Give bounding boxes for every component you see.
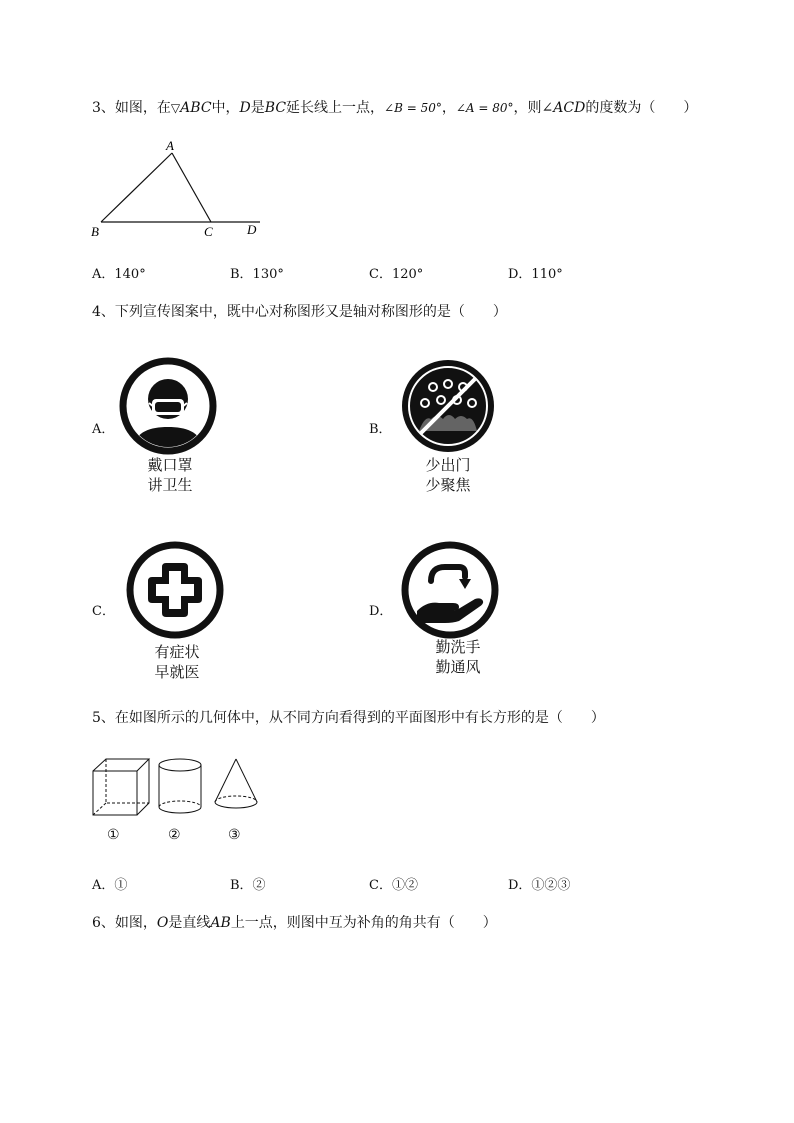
caption-line: 讲卫生 <box>147 476 193 494</box>
question-5-text: 5、在如图所示的几何体中，从不同方向看得到的平面图形中有长方形的是（ ） <box>92 710 605 726</box>
cylinder-shape <box>159 759 201 813</box>
q6-text-part: 6、如图， <box>92 915 157 931</box>
q3-text-part: ， <box>441 100 456 116</box>
solids-figure <box>90 755 265 820</box>
q4-option-a-caption <box>120 455 220 495</box>
q6-o: O <box>156 915 169 931</box>
caption-line: 少出门 <box>425 456 471 474</box>
label-b: B <box>91 224 99 239</box>
label-d: D <box>247 222 257 237</box>
q5-option-c[interactable]: C．①② <box>369 878 418 893</box>
q3-text-part: 如图，在 <box>114 100 171 116</box>
q3-text-part: 中， <box>211 100 240 116</box>
q4-option-d-label[interactable]: D． <box>369 604 393 619</box>
q5-option-b[interactable]: B．② <box>230 878 266 893</box>
medical-cross-icon[interactable] <box>126 541 224 639</box>
q4-option-b-label[interactable]: B． <box>369 422 392 437</box>
hand-wash-icon[interactable] <box>401 541 499 639</box>
question-6-text <box>92 914 497 932</box>
shape-label-1: ① <box>107 827 120 843</box>
mask-person-icon[interactable] <box>119 357 217 455</box>
label-a: A <box>166 138 174 153</box>
no-crowd-icon[interactable] <box>399 357 497 455</box>
caption-line: 少聚焦 <box>425 476 471 494</box>
q3-d: D <box>239 100 251 116</box>
q4-option-a-label[interactable]: A． <box>92 422 115 437</box>
q3-number: 3、 <box>92 100 115 116</box>
question-4-text: 4、下列宣传图案中，既中心对称图形又是轴对称图形的是（ ） <box>92 304 507 320</box>
q4-option-c-label[interactable]: C． <box>92 604 115 619</box>
q4-option-c-caption <box>127 642 227 682</box>
q5-option-d[interactable]: D．①②③ <box>508 878 571 893</box>
caption-line: 早就医 <box>154 663 200 681</box>
caption-line: 有症状 <box>154 643 200 661</box>
shape-label-2: ② <box>168 827 181 843</box>
shape-label-3: ③ <box>228 827 241 843</box>
q3-text-part: 是 <box>250 100 265 116</box>
caption-line: 勤通风 <box>435 658 481 676</box>
q3-text-part: 的度数为（ ） <box>585 100 698 116</box>
q3-abc: ABC <box>180 100 212 116</box>
q6-text-part: 上一点，则图中互为补角的角共有（ ） <box>230 915 497 931</box>
q3-angle-acd: ∠ACD <box>541 100 586 116</box>
caption-line: 戴口罩 <box>147 456 193 474</box>
triangle-figure <box>85 135 275 245</box>
q4-option-d-caption <box>408 637 508 677</box>
q3-text-part: ，则 <box>513 100 542 116</box>
label-c: C <box>204 224 213 239</box>
q3-option-d[interactable]: D．110° <box>508 267 563 282</box>
q3-option-c[interactable]: C．120° <box>369 267 424 282</box>
cone-shape <box>215 759 257 808</box>
q3-option-a[interactable]: A．140° <box>92 267 146 282</box>
question-3-text <box>92 99 697 117</box>
q6-ab: AB <box>210 915 231 931</box>
triangle-symbol: ▽ <box>170 101 181 115</box>
caption-line: 勤洗手 <box>435 638 481 656</box>
q3-option-b[interactable]: B．130° <box>230 267 284 282</box>
q3-text-part: 延长线上一点， <box>286 100 385 116</box>
q3-bc: BC <box>264 100 287 116</box>
q3-angle-a: ∠A = 80° <box>455 101 514 115</box>
q4-option-b-caption <box>398 455 498 495</box>
cube-shape <box>93 759 149 815</box>
q3-angle-b: ∠B = 50° <box>384 101 442 115</box>
q5-option-a[interactable]: A．① <box>92 878 128 893</box>
q6-text-part: 是直线 <box>168 915 211 931</box>
